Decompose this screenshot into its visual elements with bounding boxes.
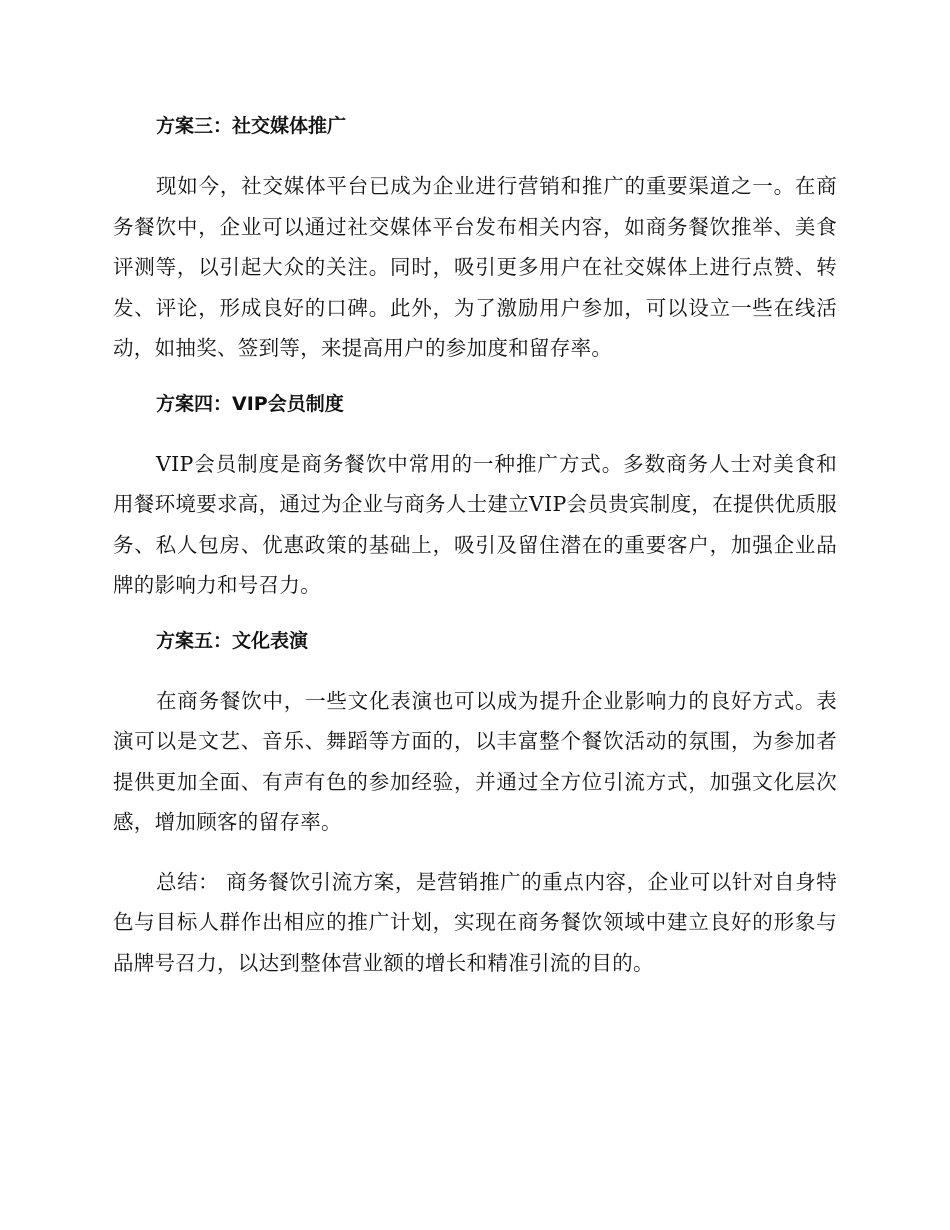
section-heading-plan-4: 方案四：VIP会员制度 xyxy=(156,392,344,415)
section-body-plan-3: 现如今，社交媒体平台已成为企业进行营销和推广的重要渠道之一。在商务餐饮中，企业可以通过社交媒体平台发布相关内容，如商务餐饮推举、美食评测等，以引起大众的关注。同时，吸引更多用户在社交媒体上进行点赞、转发、评论，形成良好的口碑。此外，为了激励用户参加，可以设立一些在线活动，如抽奖、签到等，来提高用户的参加度和留存率。 xyxy=(113,174,837,360)
section-heading-plan-5: 方案五：文化表演 xyxy=(156,629,309,652)
section-body-plan-4: VIP会员制度是商务餐饮中常用的一种推广方式。多数商务人士对美食和用餐环境要求高，通过为企业与商务人士建立VIP会员贵宾制度，在提供优质服务、私人包房、优惠政策的基础上，吸引及留住潜在的重要客户，加强企业品牌的影响力和号召力。 xyxy=(113,451,837,597)
section-body-plan-5: 在商务餐饮中，一些文化表演也可以成为提升企业影响力的良好方式。表演可以是文艺、音乐、舞蹈等方面的，以丰富整个餐饮活动的氛围，为参加者提供更加全面、有声有色的参加经验，并通过全方位引流方式，加强文化层次感，增加顾客的留存率。 xyxy=(113,688,837,834)
document-content xyxy=(113,110,837,983)
section-heading-plan-3: 方案三：社交媒体推广 xyxy=(156,115,347,137)
summary-paragraph: 总结： 商务餐饮引流方案，是营销推广的重点内容，企业可以针对自身特色与目标人群作出相应的推广计划，实现在商务餐饮领域中建立良好的形象与品牌号召力，以达到整体营业额的增长和精准引流的目的。 xyxy=(113,869,837,975)
